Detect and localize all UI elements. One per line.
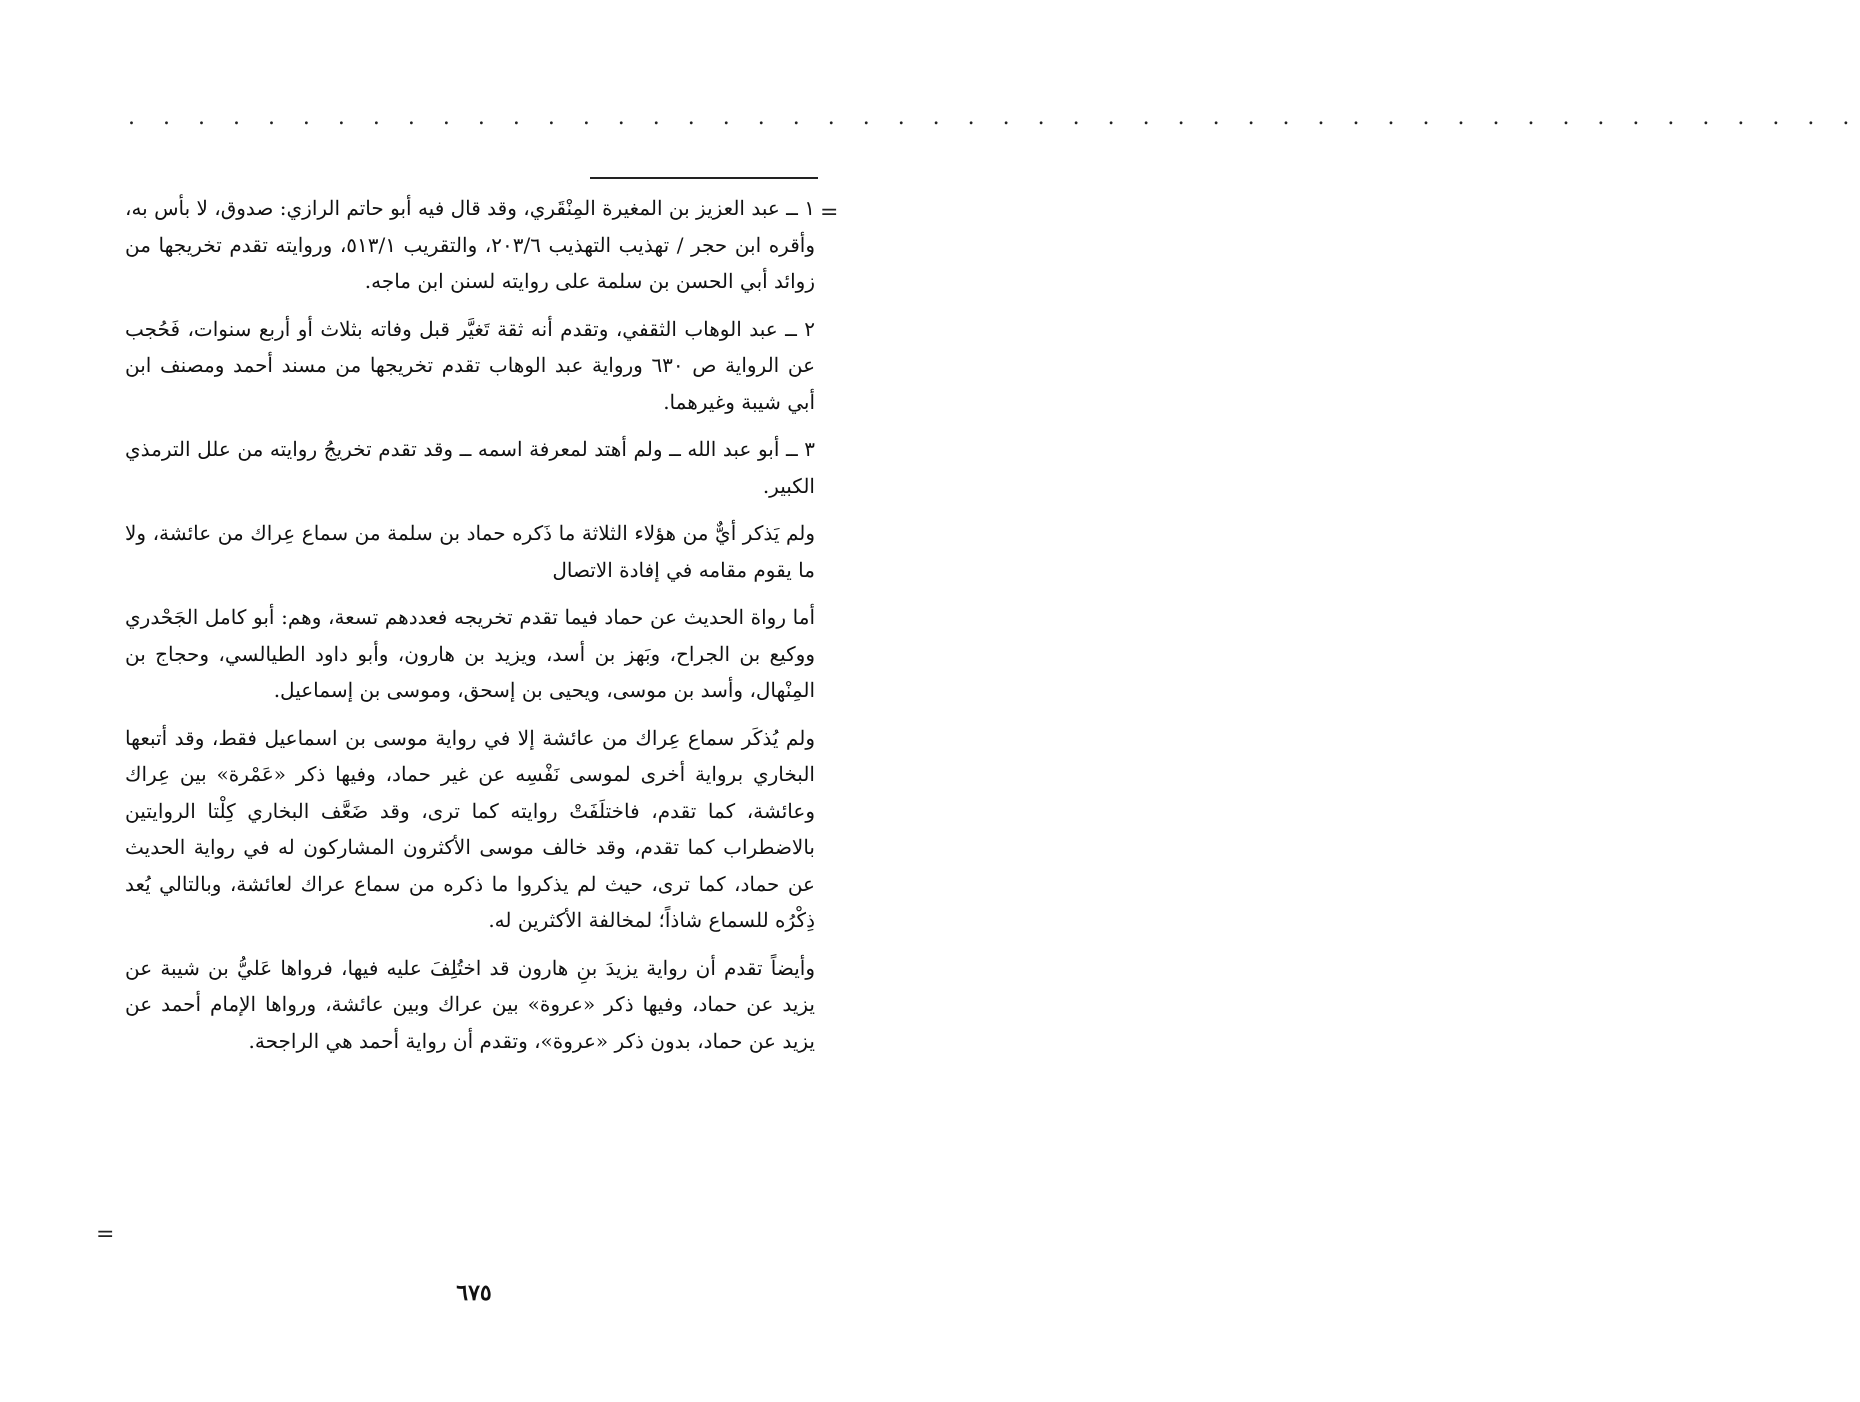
- commentary-paragraph: وأيضاً تقدم أن رواية يزيدَ بنِ هارون قد اختُلِفَ عليه فيها، فرواها عَليُّ بن شيبة عن يزيد عن حماد، وفيها ذكر «عروة» بين عراك وبين عائشة، ورواها الإمام أحمد عن يزيد عن حماد، بدون ذكر «عروة»، وتقدم أن رواية أحمد هي الراجحة.: [125, 955, 815, 1053]
- commentary-paragraph: أما رواة الحديث عن حماد فيما تقدم تخريجه فعددهم تسعة، وهم: أبو كامل الجَحْدري ووكيع بن الجراح، وبَهز بن أسد، ويزيد بن هارون، وأبو داود الطيالسي، وحجاج بن المِنْهال، وأسد بن موسى، ويحيى بن إسحق، وموسى بن إسماعيل.: [125, 605, 815, 702]
- footnote-rule: [590, 177, 818, 179]
- continuation-mark-top: =: [820, 200, 839, 225]
- commentary-paragraph: ولم يُذكَر سماع عِراك من عائشة إلا في رواية موسى بن اسماعيل فقط، وقد أتبعها البخاري برواية أخرى لموسى نَفْسِه عن غير حماد، وفيها ذكر «عَمْرة» بين عِراك وعائشة، كما تقدم، فاختلَفَتْ روايته كما ترى، وقد ضَعَّف البخاري كِلْتا الروايتين بالاضطراب كما تقدم، وقد خالف موسى الأكثرون المشاركون له في رواية الحديث عن حماد، كما ترى، حيث لم يذكروا ما ذكره من سماع عراك لعائشة، وبالتالي يُعد ذِكْرُه للسماع شاذاً؛ لمخالفة الأكثرين له.: [125, 725, 815, 932]
- page-number: ٦٧٥: [456, 1280, 492, 1306]
- footnote-2: ٢ ــ عبد الوهاب الثقفي، وتقدم أنه ثقة تَغيَّر قبل وفاته بثلاث أو أربع سنوات، فَحُجب عن الرواية ص ٦٣٠ ورواية عبد الوهاب تقدم تخريجها من مسند أحمد ومصنف ابن أبي شيبة وغيرهما.: [125, 316, 816, 414]
- footnotes-block: [125, 190, 815, 1070]
- separator-dots: . . . . . . . . . . . . . . . . . . . . . . . . . . . . . . . . . . . . . . . . . . . . . . . . . .: [128, 105, 1860, 130]
- footnote-3: ٣ ــ أبو عبد الله ــ ولم أهتد لمعرفة اسمه ــ وقد تقدم تخريجُ روايته من علل الترمذي الكبير.: [125, 437, 815, 498]
- footnote-1: ١ ــ عبد العزيز بن المغيرة المِنْقَري، وقد قال فيه أبو حاتم الرازي: صدوق، لا بأس به، وأقره ابن حجر / تهذيب التهذيب ٢٠٣/٦، والتقريب ٥١٣/١، وروايته تقدم تخريجها من زوائد أبي الحسن بن سلمة على روايته لسنن ابن ماجه.: [125, 196, 815, 293]
- continuation-mark-bottom: =: [96, 1222, 115, 1247]
- commentary-paragraph: ولم يَذكر أيٌّ من هؤلاء الثلاثة ما ذَكره حماد بن سلمة من سماع عِراك من عائشة، ولا ما يقوم مقامه في إفادة الاتصال: [125, 521, 815, 582]
